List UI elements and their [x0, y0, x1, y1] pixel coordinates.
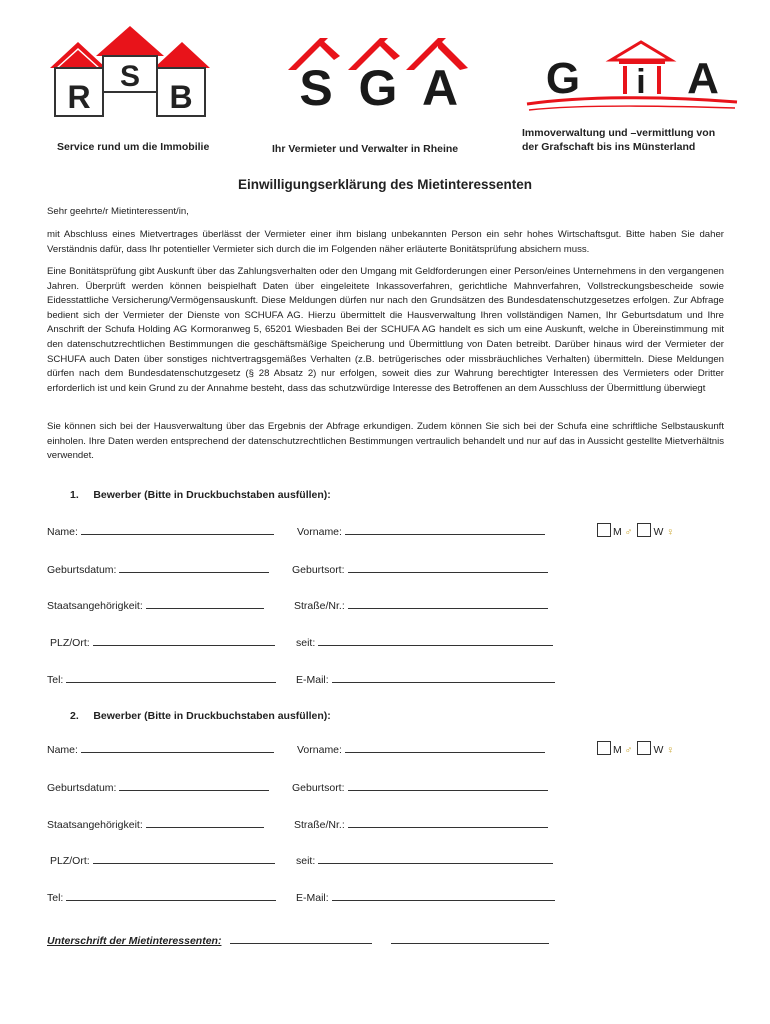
svg-text:S: S — [299, 60, 333, 110]
staat-line[interactable] — [146, 818, 264, 828]
seit-label: seit: — [296, 637, 316, 649]
geburtsort-label: Geburtsort: — [292, 564, 345, 576]
female-checkbox[interactable] — [637, 741, 651, 755]
svg-text:A: A — [421, 60, 459, 110]
male-label: M — [613, 744, 622, 756]
rsb-tagline: Service rund um die Immobilie — [57, 141, 210, 153]
email-line[interactable] — [332, 891, 555, 901]
paragraph-1-text: mit Abschluss eines Mietvertrages überlässt der Vermieter einer ihm bislang unbekannten Person ein sehr hohes Wirtschaftsgut. Bitte haben Sie daher Verständnis dafür, dass Ihr potentieller Vermieter sich durch die im Folgenden näher erläuterte Bonitätsprüfung absichern muss. — [47, 229, 724, 255]
email-line[interactable] — [332, 673, 555, 683]
vorname-line[interactable] — [345, 525, 545, 535]
seit-label: seit: — [296, 855, 316, 867]
svg-text:R: R — [67, 79, 91, 115]
strasse-label: Straße/Nr.: — [294, 600, 345, 612]
applicant-2-tel-field[interactable] — [47, 891, 276, 904]
name-label: Name: — [47, 526, 78, 538]
gia-tagline-line2: der Grafschaft bis ins Münsterland — [522, 141, 696, 153]
vorname-label: Vorname: — [297, 744, 342, 756]
applicant-2-staat-field[interactable] — [47, 818, 264, 831]
geburtsort-label: Geburtsort: — [292, 782, 345, 794]
paragraph-2 — [47, 265, 724, 396]
svg-text:B: B — [169, 79, 193, 115]
applicant-1-staat-field[interactable] — [47, 599, 264, 612]
gia-tagline-line1: Immoverwaltung und –vermittlung von — [522, 127, 716, 139]
seit-line[interactable] — [318, 636, 553, 646]
svg-text:i: i — [636, 63, 646, 101]
applicant-1-vorname-field[interactable] — [297, 525, 545, 538]
applicant-2-strasse-field[interactable] — [294, 818, 548, 831]
applicant-2-email-field[interactable] — [296, 891, 555, 904]
applicant-2-geburtsdatum-field[interactable] — [47, 781, 269, 794]
name-line[interactable] — [81, 743, 274, 753]
staat-label: Staatsangehörigkeit: — [47, 600, 143, 612]
tel-label: Tel: — [47, 892, 64, 904]
document-title: Einwilligungserklärung des Mietinteressenten — [237, 177, 533, 192]
strasse-line[interactable] — [348, 599, 548, 609]
plz-line[interactable] — [93, 854, 275, 864]
svg-text:G: G — [545, 54, 581, 103]
strasse-line[interactable] — [348, 818, 548, 828]
tel-line[interactable] — [66, 673, 276, 683]
applicant-1-heading: 1. Bewerber (Bitte in Druckbuchstaben ausfüllen): — [70, 489, 331, 501]
paragraph-2-text: Eine Bonitätsprüfung gibt Auskunft über das Zahlungsverhalten oder den Umgang mit Geldforderungen einer Person/eines Unternehmens in den vergangenen Jahren. Überprüft werden können beispielhaft Daten über eingeleitete Inkassoverfahren, gerichtliche Mahnverfahren, Vollstreckungsbescheide sowie Eidesstattliche Versicherung/Vermögensauskunft. Diese Meldungen dürfen nur nach den Grundsätzen des Bundesdatenschutzgesetzes erfolgen. Zur Abfrage bedient sich der Vermieter der Dienste von SCHUFA AG. Hierzu übermittelt die Hausverwaltung Ihren vollständigen Namen, Ihr Geburtsdatum und Ihre Anschrift der Schufa Holding AG Kormoranweg 5, 65201 Wiesbaden Bei der SCHUFA AG handelt es sich um eine Auskunft, welche in Übereinstimmung mit den datenschutzrechtlichen Bestimmungen die geschäftsmäßige Speicherung und Übermittlung von Daten betreibt. Darüber hinaus wird der Vermieter der SCHUFA auch Daten über sonstiges nichtvertragsgemäßes Verhalten (z.B. betrügerisches oder missbräuchliches Verhalten) übermitteln. Diese Meldungen dürfen nach dem Bundesdatenschutzgesetz (§ 28 Absatz 2) nur erfolgen, soweit dies zur Wahrung berechtigter Interessen des Vermieters oder Dritter erforderlich ist und kein Grund zu der Annahme besteht, dass das schutzwürdige Interesse des Betroffenen an dem Ausschluss der Übermittlung überwiegt — [47, 266, 724, 394]
applicant-2-name-field[interactable] — [47, 743, 274, 756]
tel-label: Tel: — [47, 674, 64, 686]
applicant-2-plz-field[interactable] — [50, 854, 275, 867]
name-line[interactable] — [81, 525, 274, 535]
paragraph-3 — [47, 420, 724, 464]
svg-text:A: A — [687, 54, 719, 103]
applicant-1-seit-field[interactable] — [296, 636, 553, 649]
plz-label: PLZ/Ort: — [50, 637, 90, 649]
plz-line[interactable] — [93, 636, 275, 646]
female-symbol-icon: ♀ — [666, 526, 675, 538]
applicant-1-geburtsort-field[interactable] — [292, 563, 548, 576]
vorname-label: Vorname: — [297, 526, 342, 538]
signature-label: Unterschrift der Mietinteressenten: — [47, 935, 222, 947]
sga-tagline: Ihr Vermieter und Verwalter in Rheine — [272, 143, 459, 155]
gia-logo — [523, 38, 743, 120]
geburtsdatum-line[interactable] — [119, 563, 269, 573]
female-symbol-icon: ♀ — [666, 744, 675, 756]
plz-label: PLZ/Ort: — [50, 855, 90, 867]
salutation: Sehr geehrte/r Mietinteressent/in, — [47, 206, 189, 217]
signature-row — [47, 934, 549, 947]
geburtsort-line[interactable] — [348, 563, 548, 573]
applicant-1-gender — [597, 523, 674, 538]
gia-tagline — [522, 126, 715, 154]
applicant-2-gender — [597, 741, 674, 756]
staat-label: Staatsangehörigkeit: — [47, 819, 143, 831]
signature-line-2[interactable] — [391, 934, 549, 944]
paragraph-3-text: Sie können sich bei der Hausverwaltung über das Ergebnis der Abfrage erkundigen. Zudem können Sie sich bei der Schufa eine schriftliche Selbstauskunft einholen. Ihre Daten werden entsprechend der datenschutzrechtlichen Bestimmungen vertraulich behandelt und nur auf das in Aussicht gestellte Mietverhältnis verwendet. — [47, 421, 724, 462]
geburtsdatum-line[interactable] — [119, 781, 269, 791]
female-checkbox[interactable] — [637, 523, 651, 537]
applicant-1-email-field[interactable] — [296, 673, 555, 686]
male-label: M — [613, 526, 622, 538]
male-checkbox[interactable] — [597, 523, 611, 537]
applicant-1-geburtsdatum-field[interactable] — [47, 563, 269, 576]
email-label: E-Mail: — [296, 892, 329, 904]
female-label: W — [653, 744, 664, 756]
vorname-line[interactable] — [345, 743, 545, 753]
geburtsdatum-label: Geburtsdatum: — [47, 564, 117, 576]
male-symbol-icon: ♂ — [624, 526, 633, 538]
male-symbol-icon: ♂ — [624, 744, 633, 756]
name-label: Name: — [47, 744, 78, 756]
male-checkbox[interactable] — [597, 741, 611, 755]
seit-line[interactable] — [318, 854, 553, 864]
rsb-logo — [48, 26, 213, 122]
geburtsort-line[interactable] — [348, 781, 548, 791]
applicant-1-plz-field[interactable] — [50, 636, 275, 649]
applicant-1-strasse-field[interactable] — [294, 599, 548, 612]
strasse-label: Straße/Nr.: — [294, 819, 345, 831]
applicant-1-tel-field[interactable] — [47, 673, 276, 686]
female-label: W — [653, 526, 664, 538]
svg-text:G: G — [358, 60, 398, 110]
sga-logo — [278, 30, 478, 110]
applicant-2-geburtsort-field[interactable] — [292, 781, 548, 794]
applicant-2-heading: 2. Bewerber (Bitte in Druckbuchstaben ausfüllen): — [70, 710, 331, 722]
applicant-2-seit-field[interactable] — [296, 854, 553, 867]
applicant-1-name-field[interactable] — [47, 525, 274, 538]
email-label: E-Mail: — [296, 674, 329, 686]
signature-line-1[interactable] — [230, 934, 372, 944]
applicant-2-vorname-field[interactable] — [297, 743, 545, 756]
staat-line[interactable] — [146, 599, 264, 609]
tel-line[interactable] — [66, 891, 276, 901]
svg-text:S: S — [119, 60, 141, 93]
paragraph-1 — [47, 228, 724, 257]
geburtsdatum-label: Geburtsdatum: — [47, 782, 117, 794]
